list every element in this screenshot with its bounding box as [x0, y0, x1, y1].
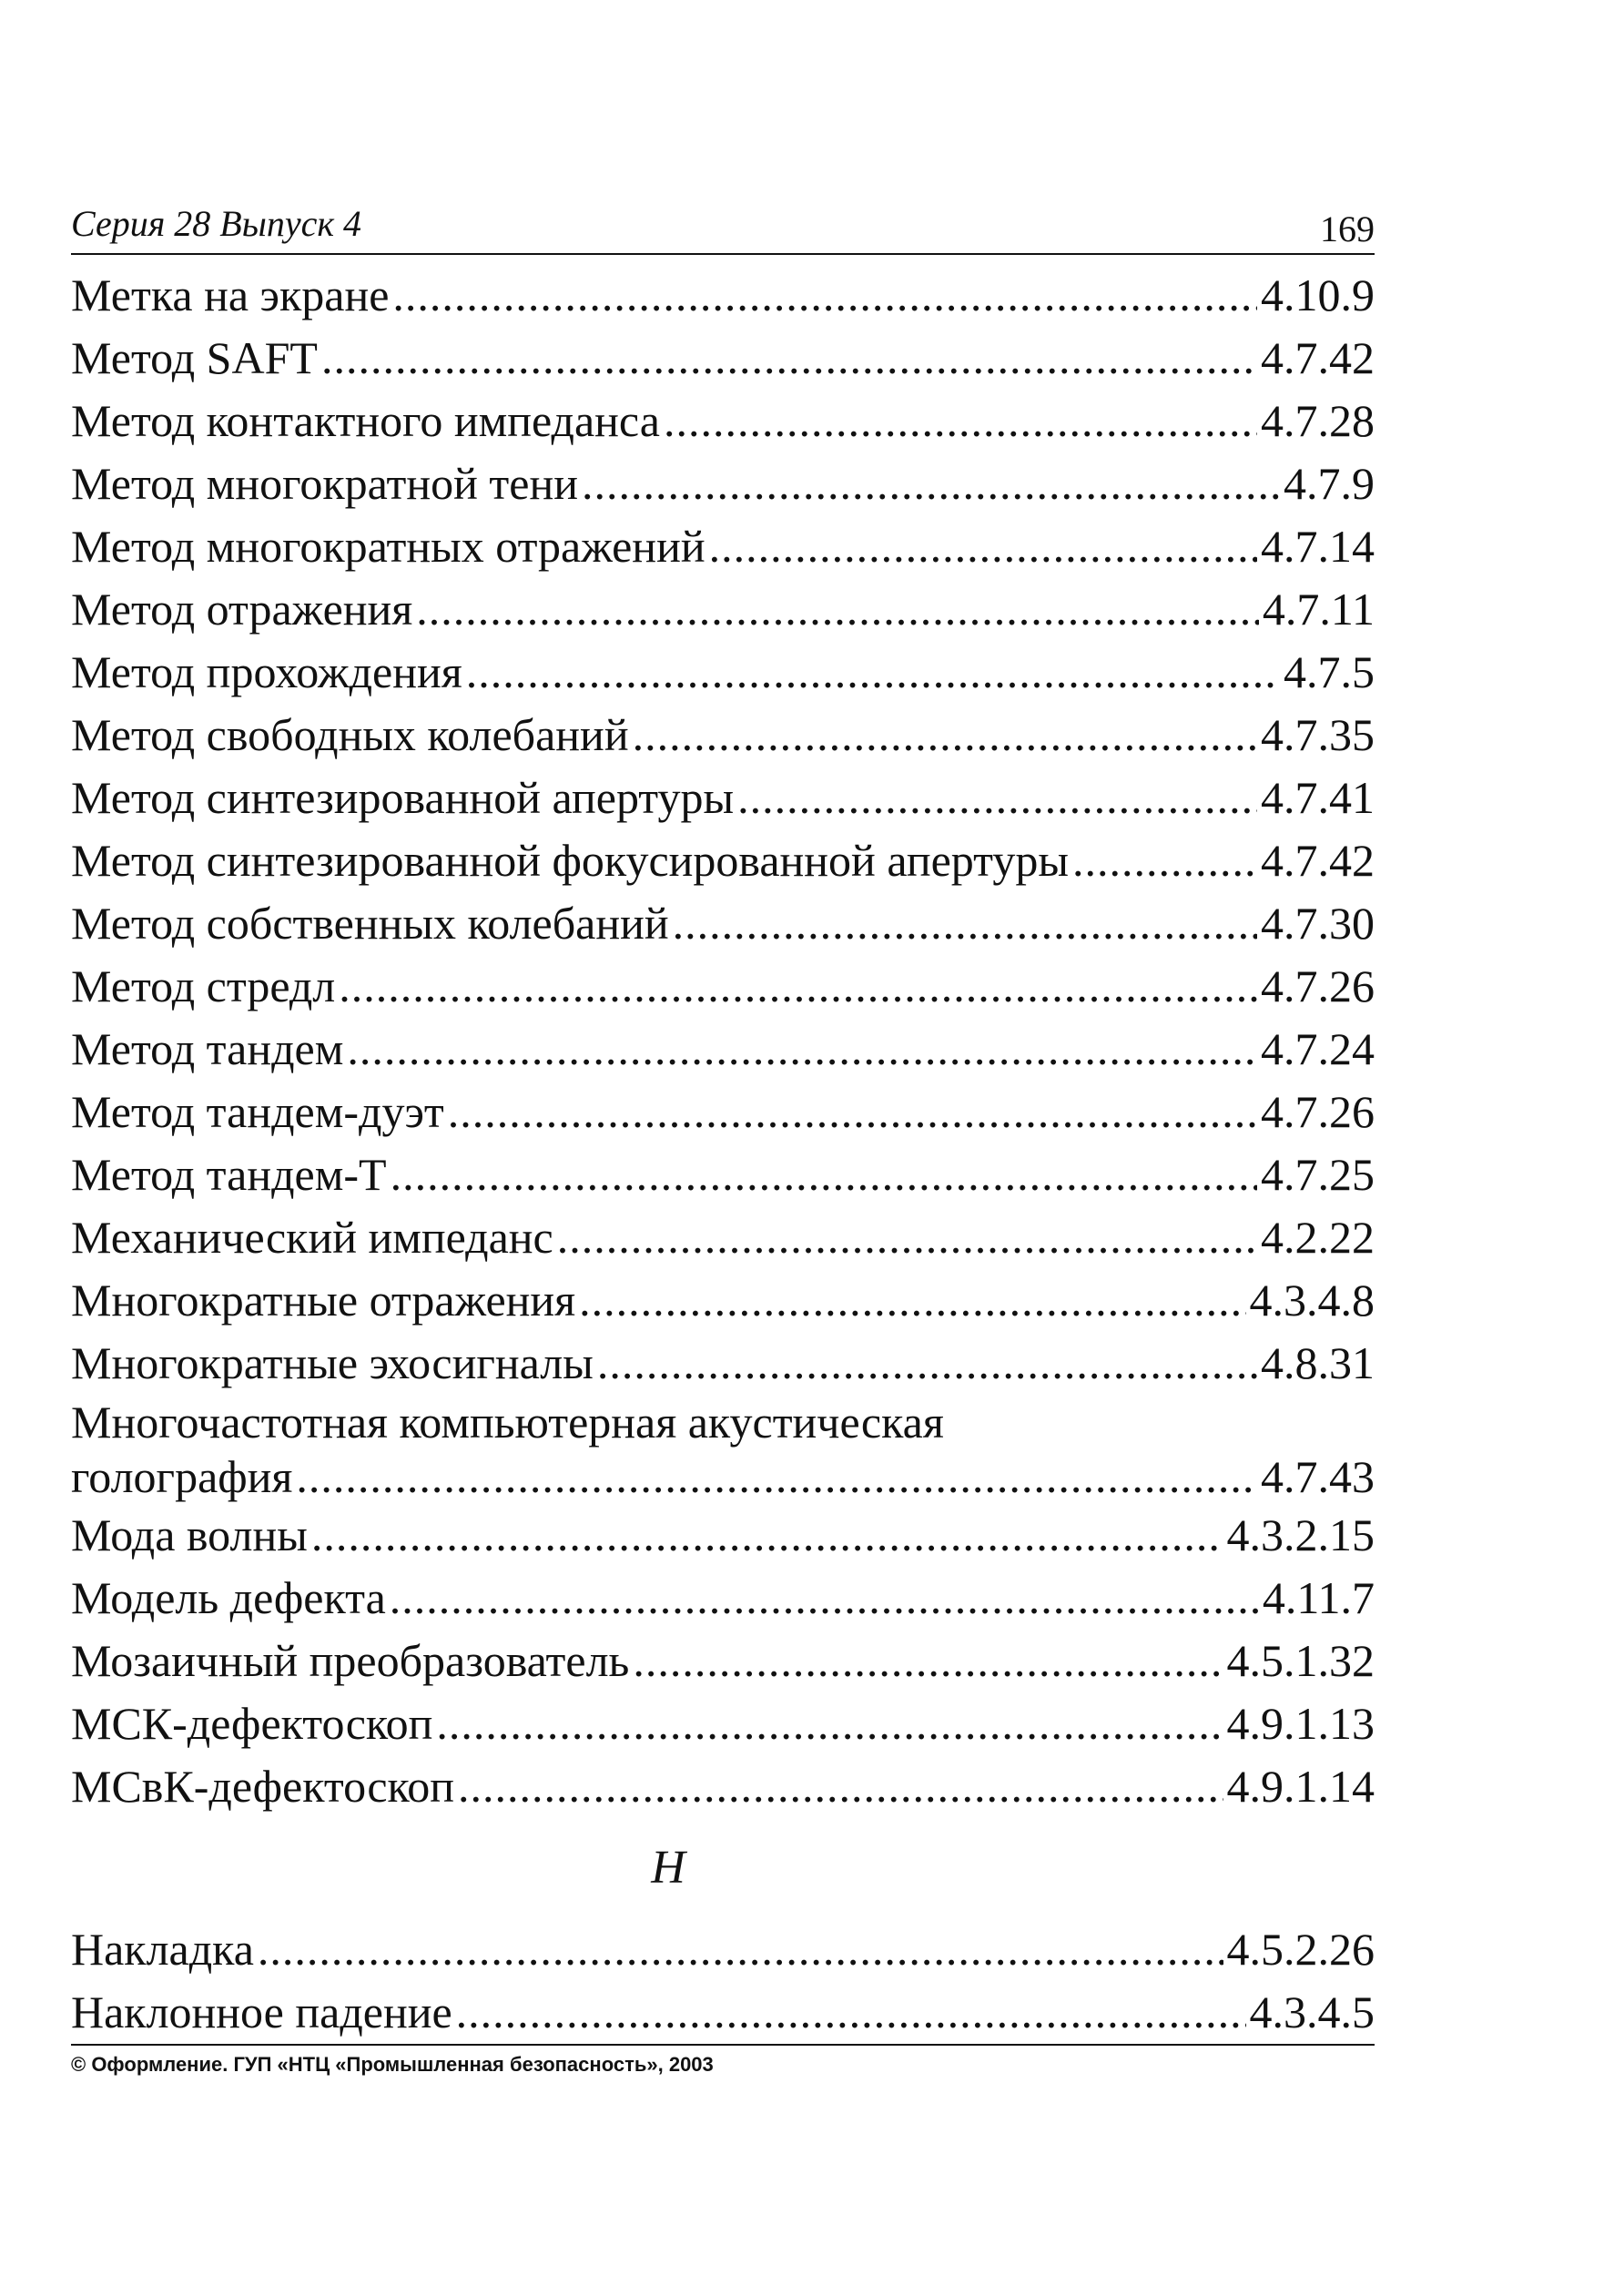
dot-leader [557, 1206, 1257, 1269]
index-entry [71, 327, 1375, 390]
entry-term: Модель дефекта [71, 1572, 386, 1623]
entry-ref: 4.7.43 [1261, 1451, 1375, 1502]
index-entry [71, 452, 1375, 515]
index-group-top [71, 264, 1375, 1395]
dot-leader [311, 1504, 1223, 1567]
entry-term: Многократные отражения [71, 1275, 576, 1326]
dot-leader [456, 1981, 1246, 2044]
index-entry [71, 704, 1375, 767]
entry-ref: 4.2.22 [1261, 1212, 1375, 1263]
index-entry [71, 892, 1375, 955]
index-group-bottom [71, 1918, 1375, 2044]
page-number: 169 [1320, 208, 1375, 249]
dot-leader [436, 1692, 1223, 1755]
entry-ref: 4.7.11 [1262, 584, 1375, 635]
entry-ref: 4.9.1.14 [1226, 1761, 1375, 1812]
index-entry [71, 1269, 1375, 1332]
dot-leader [448, 1081, 1257, 1143]
index-entry [71, 767, 1375, 829]
index-list [71, 264, 1375, 2044]
entry-ref: 4.5.2.26 [1226, 1924, 1375, 1975]
dot-leader [258, 1918, 1223, 1981]
entry-ref: 4.7.42 [1261, 835, 1375, 886]
entry-ref: 4.7.28 [1261, 395, 1375, 446]
dot-leader [321, 327, 1257, 390]
dot-leader [579, 1269, 1245, 1332]
index-entry [71, 578, 1375, 641]
entry-term: Метод многократных отражений [71, 521, 705, 572]
dot-leader [737, 767, 1257, 829]
entry-term: Механический импеданс [71, 1212, 553, 1263]
entry-term: Метод синтезированной фокусированной апертуры [71, 835, 1069, 886]
index-entry [71, 1981, 1375, 2044]
series-title: Серия 28 Выпуск 4 [71, 203, 362, 244]
entry-term: Метод тандем [71, 1023, 344, 1074]
entry-ref: 4.7.5 [1284, 646, 1375, 697]
entry-term: Метод прохождения [71, 646, 462, 697]
index-entry [71, 641, 1375, 704]
index-entry [71, 1692, 1375, 1755]
index-entry [71, 955, 1375, 1018]
dot-leader [392, 264, 1257, 327]
entry-ref: 4.7.26 [1261, 960, 1375, 1011]
entry-ref: 4.10.9 [1261, 269, 1375, 320]
entry-ref: 4.7.30 [1261, 898, 1375, 949]
index-entry [71, 1630, 1375, 1692]
entry-ref: 4.7.9 [1284, 458, 1375, 509]
entry-ref: 4.7.26 [1261, 1086, 1375, 1137]
index-entry [71, 1143, 1375, 1206]
index-entry [71, 829, 1375, 892]
entry-term-line2-row [71, 1449, 1375, 1504]
entry-ref: 4.7.42 [1261, 332, 1375, 383]
entry-term: Метод отражения [71, 584, 413, 635]
entry-ref: 4.11.7 [1262, 1572, 1375, 1623]
entry-ref: 4.3.4.8 [1249, 1275, 1375, 1326]
index-entry-multiline [71, 1395, 1375, 1504]
entry-term: Накладка [71, 1924, 254, 1975]
entry-ref: 4.9.1.13 [1226, 1698, 1375, 1749]
entry-term: Метод тандем-дуэт [71, 1086, 444, 1137]
dot-leader [416, 578, 1259, 641]
index-entry [71, 1018, 1375, 1081]
index-entry [71, 1206, 1375, 1269]
dot-leader [390, 1567, 1259, 1630]
dot-leader [466, 641, 1280, 704]
dot-leader [582, 452, 1280, 515]
index-entry [71, 390, 1375, 452]
index-entry [71, 1567, 1375, 1630]
entry-ref: 4.3.4.5 [1249, 1986, 1375, 2037]
page-footer [71, 2044, 1375, 2077]
entry-term: Метод синтезированной апертуры [71, 772, 735, 823]
dot-leader [296, 1449, 1257, 1504]
index-entry [71, 1755, 1375, 1818]
entry-ref: 4.7.35 [1261, 709, 1375, 760]
index-entry [71, 515, 1375, 578]
entry-term: Метод свободных колебаний [71, 709, 629, 760]
entry-term: Метод собственных колебаний [71, 898, 669, 949]
entry-term: Многократные эхосигналы [71, 1337, 594, 1388]
entry-term: Мозаичный преобразователь [71, 1635, 630, 1686]
entry-term: Метод многократной тени [71, 458, 578, 509]
index-entry [71, 1332, 1375, 1395]
entry-term: Мода волны [71, 1509, 308, 1560]
entry-ref: 4.7.25 [1261, 1149, 1375, 1200]
entry-term: Метка на экране [71, 269, 390, 320]
dot-leader [339, 955, 1257, 1018]
entry-ref: 4.8.31 [1261, 1337, 1375, 1388]
entry-term: Метод SAFT [71, 332, 318, 383]
index-entry [71, 1504, 1375, 1567]
dot-leader [1072, 829, 1257, 892]
entry-ref: 4.7.14 [1261, 521, 1375, 572]
entry-term: Метод стредл [71, 960, 336, 1011]
dot-leader [709, 515, 1257, 578]
copyright-text: © Оформление. ГУП «НТЦ «Промышленная безопасность», 2003 [71, 2053, 714, 2076]
dot-leader [673, 892, 1257, 955]
dot-leader [458, 1755, 1223, 1818]
entry-term: Метод тандем-Т [71, 1149, 387, 1200]
entry-ref: 4.5.1.32 [1226, 1635, 1375, 1686]
entry-term: МСвК-дефектоскоп [71, 1761, 455, 1812]
dot-leader [664, 390, 1257, 452]
entry-ref: 4.3.2.15 [1226, 1509, 1375, 1560]
section-letter: Н [651, 1842, 685, 1894]
entry-term-line1: Многочастотная компьютерная акустическая [71, 1397, 944, 1448]
entry-ref: 4.7.41 [1261, 772, 1375, 823]
dot-leader [633, 1630, 1223, 1692]
dot-leader [633, 704, 1257, 767]
page-header [71, 198, 1375, 255]
index-group-middle [71, 1504, 1375, 1818]
entry-term: Метод контактного импеданса [71, 395, 660, 446]
entry-term: Наклонное падение [71, 1986, 452, 2037]
entry-ref: 4.7.24 [1261, 1023, 1375, 1074]
index-entry [71, 1081, 1375, 1143]
entry-term-line2: голография [71, 1451, 293, 1502]
index-entry [71, 1918, 1375, 1981]
dot-leader [347, 1018, 1257, 1081]
dot-leader [597, 1332, 1257, 1395]
index-entry [71, 264, 1375, 327]
dot-leader [391, 1143, 1257, 1206]
entry-term: МСК-дефектоскоп [71, 1698, 433, 1749]
